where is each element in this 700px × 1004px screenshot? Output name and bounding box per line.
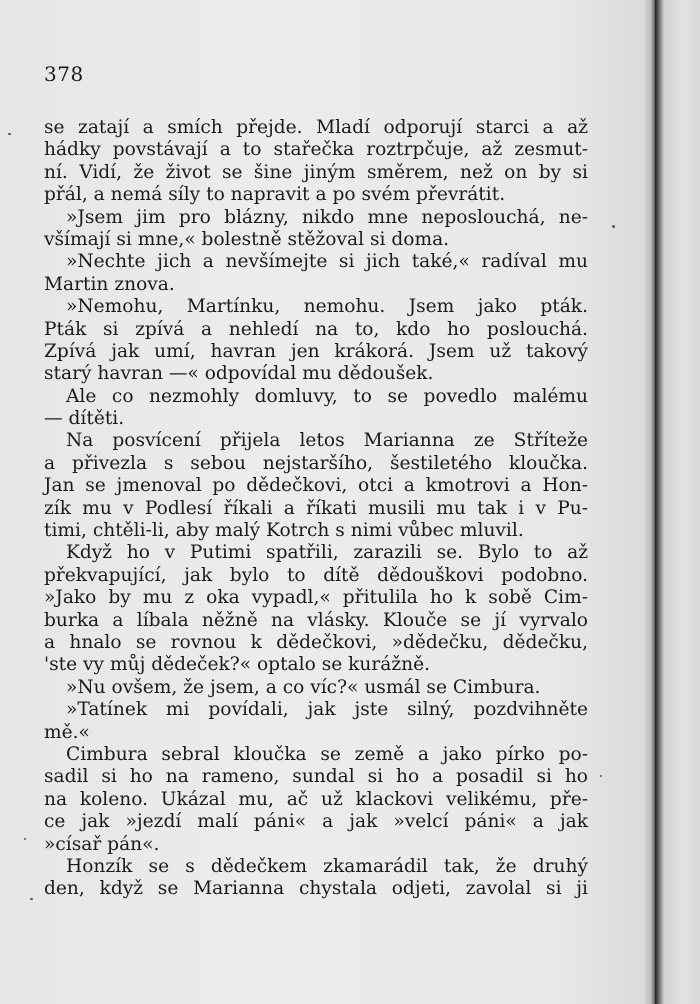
paper-speck — [612, 225, 615, 228]
text-line: »Nemohu, Martínku, nemohu. Jsem jako pták. — [66, 296, 588, 318]
text-line: ní. Vidí, že život se šine jiným směrem, než on by si — [44, 161, 588, 183]
text-line: — dítěti. — [44, 408, 125, 430]
next-page-margin — [655, 0, 700, 1004]
text-line: se zatají a smích přejde. Mladí odporují starci a až — [44, 117, 588, 138]
text-line: Ale co nezmohly domluvy, to se povedlo malému — [66, 385, 588, 407]
text-line: »Tatínek mi povídali, jak jste silný, pozdvihněte — [66, 699, 588, 721]
text-line: sadil si ho na rameno, sundal si ho a posadil si ho — [44, 766, 588, 788]
paper-speck — [8, 133, 11, 135]
text-line: »Nechte jich a nevšímejte si jich také,« radíval mu — [66, 251, 588, 273]
text-line: »Nu ovšem, že jsem, a co víc?« usmál se Cimbura. — [66, 676, 541, 698]
text-line: »císař pán«. — [44, 833, 160, 855]
text-line: a přivezla s sebou nejstaršího, šestiletého kloučka. — [44, 452, 588, 474]
text-line: všímají si mne,« bolestně stěžoval si doma. — [44, 228, 450, 250]
text-line: burka a líbala něžně na vlásky. Klouče se jí vyrvalo — [44, 609, 588, 631]
text-line: mě.« — [44, 721, 90, 743]
text-line: den, když se Marianna chystala odjeti, zavolal si ji — [44, 878, 588, 900]
text-line: timi, chtěli-li, aby malý Kotrch s nimi vůbec mluvil. — [44, 520, 524, 542]
text-line: hádky povstávají a to stařečka roztrpčuje, až zesmut- — [44, 139, 588, 161]
text-line: »Jako by mu z oka vypadl,« přitulila ho k sobě Cim- — [44, 587, 588, 609]
text-line: Cimbura sebral kloučka se země a jako pírko po- — [66, 743, 588, 765]
text-line: Jan se jmenoval po dědečkovi, otci a kmotrovi a Hon- — [44, 475, 588, 497]
text-line: a hnalo se rovnou k dědečkovi, »dědečku, dědečku, — [44, 631, 588, 653]
text-line: Honzík se s dědečkem zkamarádil tak, že druhý — [66, 855, 588, 877]
text-line: Martin znova. — [44, 273, 175, 295]
text-line: přál, a nemá síly to napravit a po svém převrátit. — [44, 184, 506, 206]
text-line: Když ho v Putimi spatřili, zarazili se. Bylo to až — [66, 542, 588, 564]
text-line: ce jak »jezdí malí páni« a jak »velcí páni« a jak — [44, 811, 588, 833]
paper-speck — [600, 775, 602, 777]
text-line: překvapující, jak bylo to dítě dědouškovi podobno. — [44, 564, 588, 586]
page-number: 378 — [44, 62, 84, 86]
text-line: Pták si zpívá a nehledí na to, kdo ho poslouchá. — [44, 318, 588, 340]
text-line: »Jsem jim pro blázny, nikdo mne neposlouchá, ne- — [66, 206, 588, 228]
text-line: na koleno. Ukázal mu, ač už klackovi velikému, pře- — [44, 788, 588, 810]
paper-speck — [30, 898, 33, 900]
text-line: Zpívá jak umí, havran jen krákorá. Jsem už takový — [44, 340, 588, 362]
text-line: Na posvícení přijela letos Marianna ze Stříteže — [66, 430, 588, 452]
text-line: zík mu v Podlesí říkali a říkati musili mu tak i v Pu- — [44, 497, 588, 519]
text-line: 'ste vy můj dědeček?« optalo se kurážně. — [44, 654, 431, 676]
page-text — [44, 117, 588, 901]
paper-speck — [24, 838, 26, 840]
text-line: starý havran —« odpovídal mu dědoušek. — [44, 363, 434, 385]
